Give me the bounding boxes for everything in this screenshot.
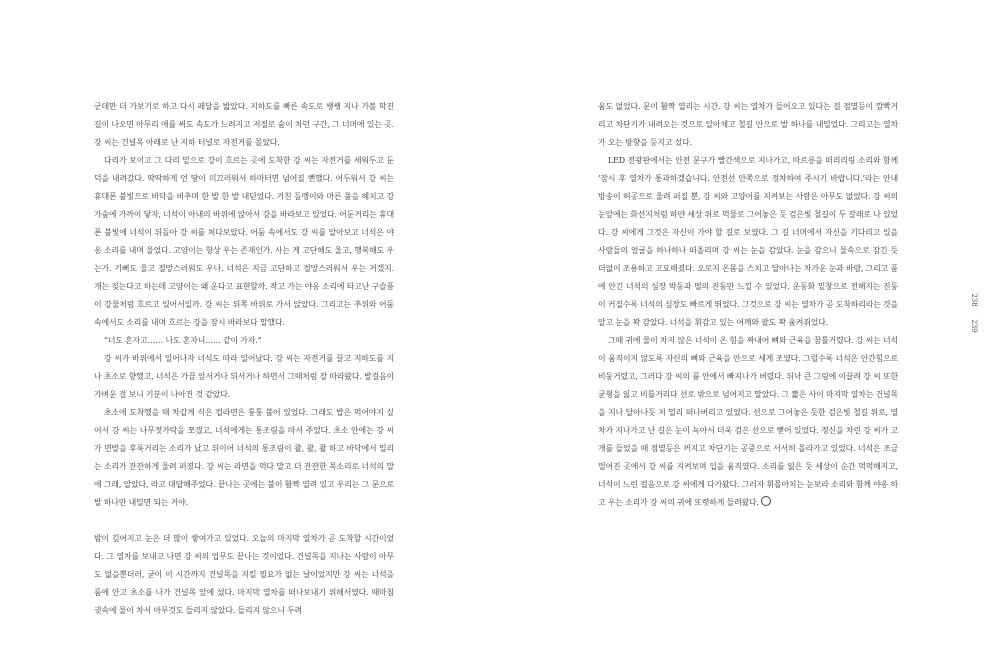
page-number-right: 239 — [970, 319, 978, 333]
paragraph: 움도 없었다. 문이 활짝 열리는 시간. 강 씨는 열차가 들어오고 있다는 걸 점멸등이 깜빡거리고 차단기가 내려오는 것으로 알아채고 철길 안으로 발 하나를 내밀었다. 그리고는 열차가 오는 방향을 등지고 섰다. — [598, 102, 898, 147]
section-break — [94, 512, 394, 530]
right-page — [598, 98, 898, 512]
paragraph — [598, 332, 898, 512]
paragraph: 밤이 깊어지고 눈은 더 많이 쌓여가고 있었다. 오늘의 마지막 열차가 곧 도착할 시간이었다. 그 열차를 보내고 나면 강 씨의 업무도 끝나는 것이었다. 건널목을 지나는 사람이 아무도 없을뿐더러, 굳이 이 시간까지 건널목을 지킬 필요가 없는 날이었지만 강 씨는 너석을 품에 안고 초소를 나가 건널목 앞에 섰다. 마지막 열차를 떠나보내기 위해서였다. 때마침 귓속에 물이 차서 아무것도 들리지 않았다. 들리지 않으니 두려 — [94, 534, 394, 615]
dialogue-paragraph: “너도 혼자고…… 나도 혼자니…… 같이 가자.” — [104, 336, 262, 345]
paragraph-text: 그때 귀에 물이 차지 않은 너석이 온 힘을 짜내어 뼈와 근육을 꿈틀거렸다. 강 씨는 너석이 움직이지 않도록 자신의 뼈와 근육을 안으로 세게 조였다. 그럴수록 너석은 안간힘으로 비둥거렸고, 그러다 강 씨의 품 안에서 빠져나가 버렸다. 뒤낙 큰 그림에 이끌려 강 씨 또한 균형을 잃고 비틀거리다 선로 밖으로 넘어지고 말았다. 그 짧은 사이 마지막 열차는 건널목을 지나 달아나듯 저 멀리 떠나버리고 있었다. 선으로 그어놓은 듯한 검은빛 철길 위로, 열차가 지나가고 난 길은 눈이 녹아서 더욱 검은 선으로 뻗어 있었다. 정신을 차린 강 씨가 고개를 들었을 때 점멸등은 꺼지고 차단기는 공중으로 서서히 올라가고 있었다. 너석은 조금 떨어진 곳에서 강 씨를 지켜보며 입을 움직였다. 소리를 잃은 듯 세상이 순간 먹먹해지고, 너석이 느린 걸음으로 강 씨에게 다가왔다. 그러자 휘몰아치는 눈보라 소리와 함께 야옹 하고 우는 소리가 강 씨의 귀에 또렷하게 들려왔다. — [598, 336, 898, 507]
end-mark-icon — [761, 496, 771, 506]
paragraph: 초소에 도착했을 때 차갑게 식은 컵라면은 퉁퉁 불어 있었다. 그래도 밥은 먹어야지 싶어서 강 씨는 나무젓가락을 쪼갰고, 너석에게는 통조림을 따서 주었다. 초소 안에는 강 씨가 면발을 후룩거리는 소리가 났고 뒤이어 너석의 통조림이 콸, 콸, 콸 하고 바닥에서 밀리는 소리가 잔잔하게 울려 퍼졌다. 강 씨는 라면을 먹다 말고 더 잔잔한 목소리로 너석의 말에 그래, 알았다, 라고 대답해주었다. 끝나는 곳에는 불이 활짝 열려 있고 우리는 그 문으로 발 하나만 내밀면 되는 거야. — [94, 408, 394, 507]
paragraph: 다리가 보이고 그 다리 밑으로 강이 흐르는 곳에 도착한 강 씨는 자전거를 세워두고 둔덕을 내려갔다. 딱딱하게 언 땅이 미끄러워서 하마터면 넘어질 뻔했다. 어두워서 강 씨는 휴대폰 불빛으로 바닥을 비추며 한 발 한 발 내딛었다. 거친 돌멩이와 마른 풀을 헤치고 강가숲에 가까이 닿자, 너석이 아내의 바위에 앉아서 강을 바라보고 있었다. 어둔거리는 휴대폰 불빛에 너석이 뒤돌아 강 씨를 쳐다보았다. 어둠 속에서도 강 씨를 알아보고 너석은 야옹 소리를 내며 울었다. 고양이는 항상 우는 존재인가. 사는 게 고단해도 울고, 행복해도 우는가. 기뻐도 울고 절망스러워도 우나. 너석은 지금 고단하고 절망스러워서 우는 거겠지. 개는 짖는다고 하는데 고양이는 왜 운다고 표현할까. 작고 가는 야옹 소리에 타고난 구슬픔이 강물처럼 흐르고 있어서일까. 강 씨는 뒤쪽 바위로 가서 앉았다. 그리고는 추위와 어둠 속에서도 소리를 내며 흐르는 강을 잠시 바라보다 말했다. — [94, 156, 394, 327]
paragraph: 군데만 더 가보기로 하고 다시 페달을 밟았다. 지하도를 빠른 속도로 쌩쌩 지나 가볼 막진 길이 나오면 아무리 애를 써도 속도가 느려지고 저절로 숨이 차던 구간, 그 너머에 있는 곳. 강 씨는 건널목 아래로 난 지하 터널로 자전거를 몰았다. — [94, 102, 394, 147]
page-number-left: 238 — [970, 293, 978, 307]
left-page — [94, 98, 394, 620]
paragraph: 강 씨가 바위에서 일어나자 너석도 따라 일어났다. 강 씨는 자전거를 끌고 지하도를 지나 초소로 향했고, 너석은 가끔 앞서거나 뒤서거나 하면서 그때처럼 잘 따라왔다. 발걸음이 가벼운 걸 보니 기분이 나아진 것 같았다. — [94, 354, 394, 399]
paragraph: LED 전광판에서는 안전 문구가 빨간색으로 지나가고, 따르릉을 떠리리링 소리와 함께 ‘잠시 후 열차가 통과하겠습니다. 안전선 안쪽으로 정차하여 주시기 바랍니다.’라는 안내 방송이 허공으로 울려 퍼질 뿐, 강 씨와 고양이를 지켜보는 사람은 아무도 없었다. 강 씨의 눈앞에는 화선지처럼 하얀 세상 위로 먹물로 그어놓은 듯 검은빛 철길이 두 갈래로 나 있었다. 강 씨에게 그것은 자신이 가야 할 길로 보였다. 그 길 너머에서 자신을 기다리고 있을 사람들의 얼굴을 하나하나 떠올리며 강 씨는 눈을 감았다. 눈을 감으니 물속으로 잠긴 듯 더없이 조용하고 고요해졌다. 오로지 온몸을 스치고 달아나는 차가운 눈과 바람, 그리고 품에 안긴 너석의 심장 박동과 떨의 진동만 느낄 수 있었다. 운동화 밑창으로 전해지는 진동이 커질수록 너석의 심장도 빠르게 뛰었다. 그것으로 강 씨는 열차가 곧 도착하리라는 것을 알고 눈을 꽉 감았다. 너석을 휘감고 있는 어깨와 팔도 꽉 움켜쥐었다. — [598, 156, 898, 327]
